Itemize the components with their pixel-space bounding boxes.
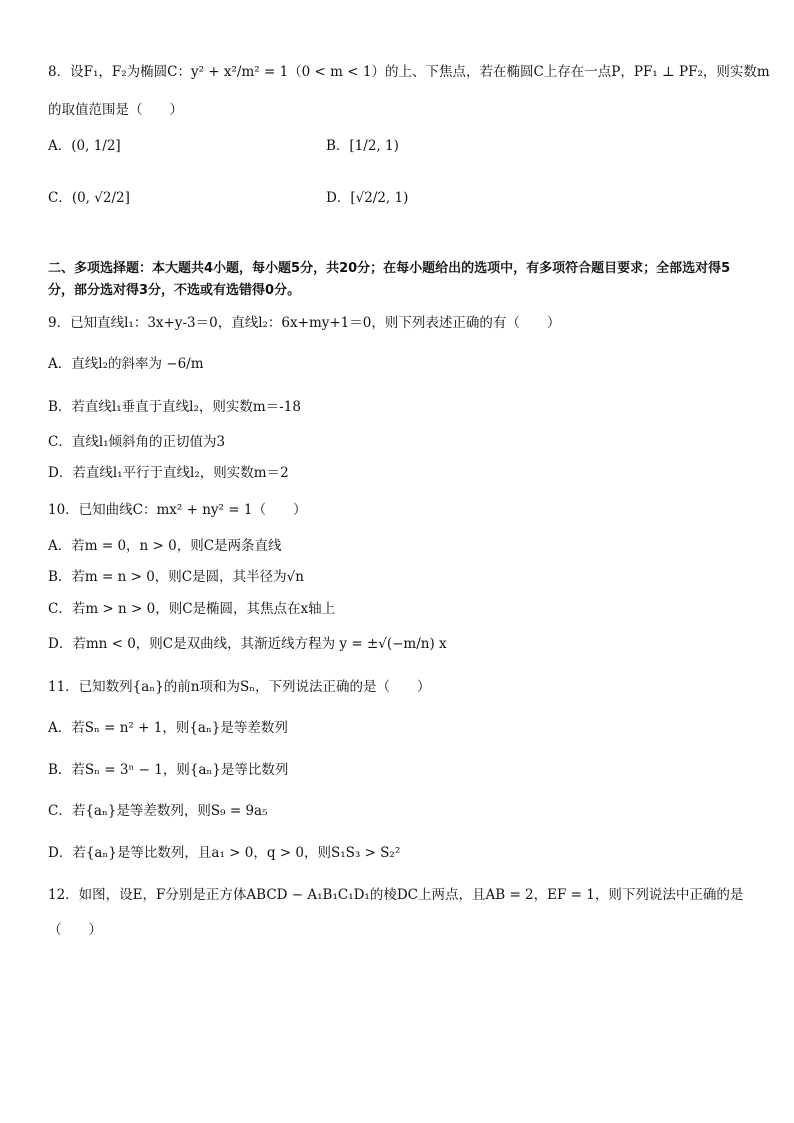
- q9-option-c: C．直线l₁倾斜角的正切值为3: [48, 434, 226, 450]
- q8-stem-continuation: 的取值范围是（ ）: [48, 102, 183, 118]
- q9-option-b: B．若直线l₁垂直于直线l₂，则实数m＝-18: [48, 399, 301, 415]
- q8-option-b: B．[1/2, 1): [326, 138, 399, 154]
- q8-option-a: A．(0, 1/2]: [48, 138, 121, 154]
- q10-option-b: B．若m = n > 0，则C是圆，其半径为√n: [48, 569, 304, 585]
- q10-option-a: A．若m = 0，n > 0，则C是两条直线: [48, 538, 282, 554]
- q11-option-a: A．若Sₙ = n² + 1，则{aₙ}是等差数列: [48, 720, 288, 736]
- q11-option-b: B．若Sₙ = 3ⁿ − 1，则{aₙ}是等比数列: [48, 762, 289, 778]
- q11-option-d: D．若{aₙ}是等比数列，且a₁ > 0，q > 0，则S₁S₃ > S₂²: [48, 845, 401, 861]
- q9-option-a: A．直线l₂的斜率为 −6/m: [48, 356, 204, 372]
- q12-stem-continuation: （ ）: [48, 922, 102, 938]
- q10-stem: 10．已知曲线C：mx² + ny² = 1（ ）: [48, 502, 307, 518]
- q11-option-c: C．若{aₙ}是等差数列，则S₉ = 9a₅: [48, 803, 268, 819]
- q10-option-c: C．若m > n > 0，则C是椭圆，其焦点在x轴上: [48, 601, 336, 617]
- q12-stem: 12．如图，设E，F分别是正方体ABCD − A₁B₁C₁D₁的棱DC上两点，且AB = 2，EF = 1，则下列说法中正确的是: [48, 887, 744, 903]
- section-2-heading: 二、多项选择题：本大题共4小题，每小题5分，共20分；在每小题给出的选项中，有多项符合题目要求；全部选对得5分，部分选对得3分，不选或有选错得0分。: [48, 261, 731, 298]
- q10-option-d: D．若mn < 0，则C是双曲线，其渐近线方程为 y = ±√(−m/n) x: [48, 636, 447, 652]
- q8-option-c: C．(0, √2/2]: [48, 190, 130, 206]
- q8-option-d: D．[√2/2, 1): [326, 190, 409, 206]
- q11-stem: 11．已知数列{aₙ}的前n项和为Sₙ，下列说法正确的是（ ）: [48, 679, 431, 695]
- q8-stem: 8．设F₁，F₂为椭圆C：y² + x²/m² = 1（0 < m < 1）的上、下焦点，若在椭圆C上存在一点P，PF₁ ⊥ PF₂，则实数m: [48, 64, 770, 80]
- q9-stem: 9．已知直线l₁：3x+y-3＝0，直线l₂：6x+my+1＝0，则下列表述正确的有（ ）: [48, 315, 561, 331]
- q9-option-d: D．若直线l₁平行于直线l₂，则实数m＝2: [48, 465, 289, 481]
